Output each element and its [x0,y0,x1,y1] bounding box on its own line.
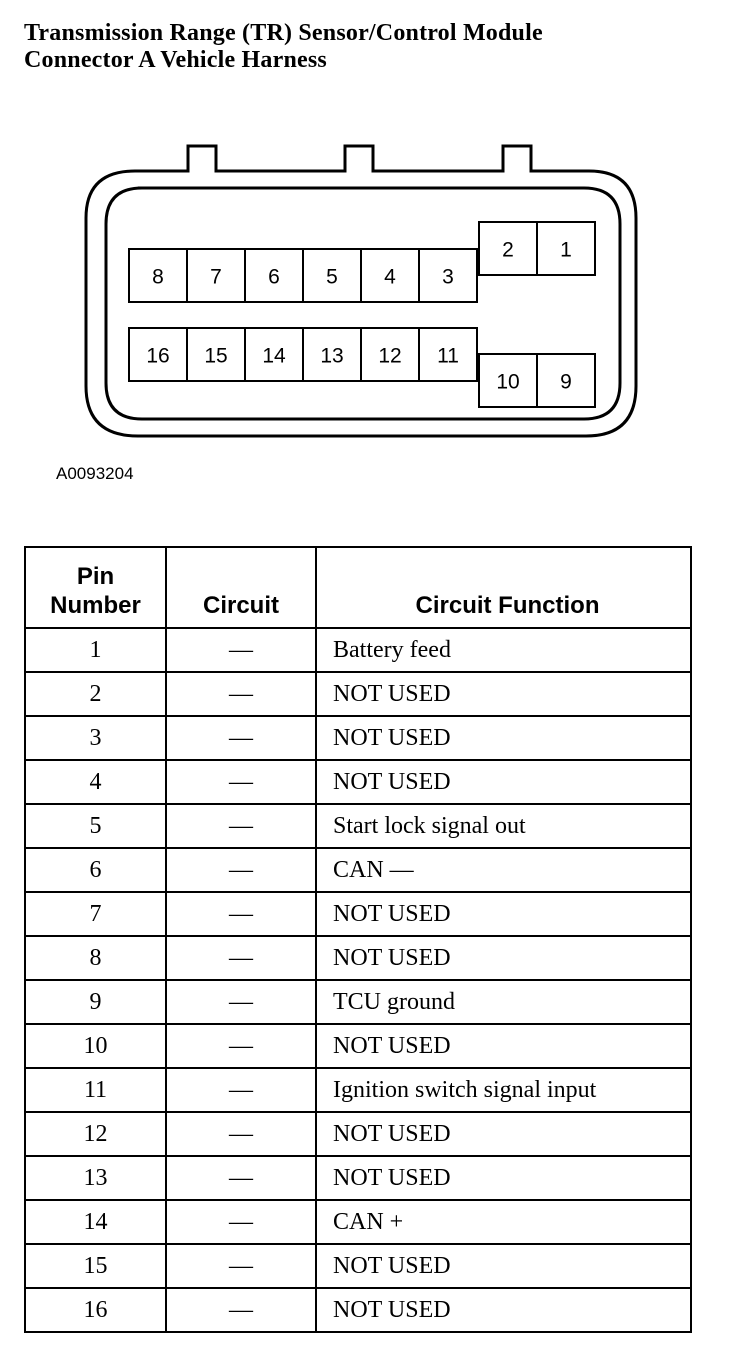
header-circuit-function: Circuit Function [316,547,691,628]
header-pin-line-1: Pin [76,563,115,590]
cell-circuit: — [166,848,316,892]
cell-pin-number: 10 [25,1024,166,1068]
table-row [25,672,691,716]
table-row [25,1156,691,1200]
pin-cavity-label: 12 [378,344,402,368]
cell-pin-number: 5 [25,804,166,848]
pin-cavity-label: 6 [268,265,280,289]
table-row [25,936,691,980]
table-row [25,1068,691,1112]
cell-circuit-function: NOT USED [316,936,691,980]
cell-circuit-function: Ignition switch signal input [316,1068,691,1112]
cell-circuit-function: NOT USED [316,1244,691,1288]
cell-circuit-function: NOT USED [316,892,691,936]
figure-id: A0093204 [56,464,134,483]
table-row [25,848,691,892]
pin-cavity-label: 15 [204,344,228,368]
cell-circuit: — [166,1244,316,1288]
cell-circuit: — [166,628,316,672]
table-row [25,892,691,936]
cell-circuit-function: CAN — [316,848,691,892]
cell-circuit-function: NOT USED [316,672,691,716]
header-pin-number [25,547,166,628]
cell-circuit: — [166,716,316,760]
cell-pin-number: 14 [25,1200,166,1244]
cell-pin-number: 4 [25,760,166,804]
pin-cavity-label: 7 [210,265,222,289]
pin-cavity-label: 8 [152,265,164,289]
pin-cavity-label: 14 [262,344,286,368]
cell-circuit: — [166,760,316,804]
cell-circuit-function: NOT USED [316,1156,691,1200]
cell-circuit: — [166,1068,316,1112]
pin-cavity-label: 13 [320,344,344,368]
cell-pin-number: 12 [25,1112,166,1156]
table-header-row [25,547,691,628]
cell-pin-number: 3 [25,716,166,760]
cell-circuit: — [166,1024,316,1068]
header-pin-line-2: Number [50,592,141,619]
cell-circuit-function: NOT USED [316,716,691,760]
table-row [25,1288,691,1332]
title-line-1: Transmission Range (TR) Sensor/Control Module [24,20,543,46]
cell-circuit-function: NOT USED [316,1112,691,1156]
header-circuit: Circuit [166,547,316,628]
table-row [25,1112,691,1156]
cell-pin-number: 8 [25,936,166,980]
cell-pin-number: 6 [25,848,166,892]
cell-pin-number: 9 [25,980,166,1024]
pin-table [24,546,692,1333]
cell-circuit: — [166,980,316,1024]
cell-circuit: — [166,1156,316,1200]
cell-pin-number: 11 [25,1068,166,1112]
pin-cavity-label: 4 [384,265,396,289]
cell-circuit-function: TCU ground [316,980,691,1024]
pin-cavity-label: 11 [437,344,459,368]
cell-circuit: — [166,936,316,980]
cell-circuit-function: NOT USED [316,760,691,804]
cell-pin-number: 13 [25,1156,166,1200]
table-row [25,804,691,848]
pin-cavity-label: 5 [326,265,338,289]
table-row [25,1200,691,1244]
pin-cavity-label: 9 [560,370,572,394]
cell-pin-number: 2 [25,672,166,716]
pin-cavity-label: 10 [496,370,520,394]
cell-circuit: — [166,804,316,848]
table-row [25,716,691,760]
cell-circuit-function: Start lock signal out [316,804,691,848]
cell-circuit: — [166,1112,316,1156]
cell-circuit-function: CAN + [316,1200,691,1244]
table-row [25,1244,691,1288]
cell-pin-number: 16 [25,1288,166,1332]
table-row [25,628,691,672]
cell-circuit: — [166,1200,316,1244]
cell-circuit-function: NOT USED [316,1024,691,1068]
pin-cavity-label: 3 [442,265,454,289]
table-row [25,760,691,804]
cell-pin-number: 15 [25,1244,166,1288]
pin-cavity-label: 2 [502,238,514,262]
cell-circuit: — [166,1288,316,1332]
pin-cavity-label: 1 [560,238,572,262]
cell-pin-number: 7 [25,892,166,936]
cell-circuit-function: Battery feed [316,628,691,672]
cell-circuit-function: NOT USED [316,1288,691,1332]
table-row [25,1024,691,1068]
title-line-2: Connector A Vehicle Harness [24,47,327,73]
document-title [24,20,543,74]
cell-circuit: — [166,892,316,936]
cell-circuit: — [166,672,316,716]
table-row [25,980,691,1024]
connector-diagram [80,138,644,444]
pin-cavity-label: 16 [146,344,170,368]
cell-pin-number: 1 [25,628,166,672]
